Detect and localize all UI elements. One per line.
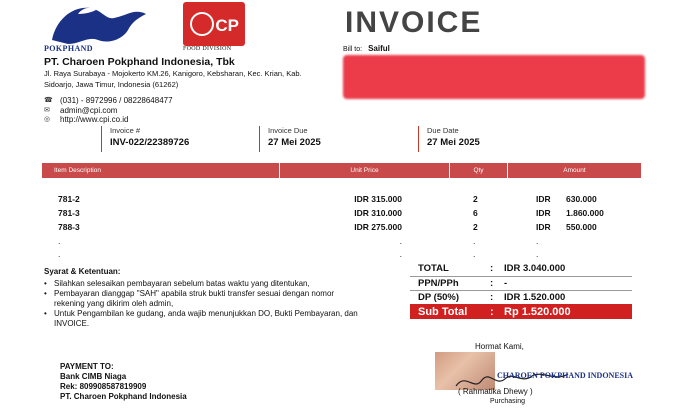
terms-item: • Untuk Pengambilan ke gudang, anda wajib menunjukkan DO, Bukti Pembayaran, dan INVOICE. [44, 309, 364, 329]
signature-role: Purchasing [490, 398, 526, 405]
pokphand-wordmark: POKPHAND [44, 44, 93, 53]
bill-to [343, 44, 390, 53]
payment-section [60, 362, 187, 402]
table-row: 781-3 IDR 310.000 6 IDR 1.860.000 [58, 208, 604, 218]
ppn-row: PPN/PPh : - [418, 278, 508, 289]
dp-row: DP (50%) : IDR 1.520.000 [418, 292, 566, 303]
table-row: . . . . [58, 249, 539, 259]
bill-to-name: Saiful [368, 44, 390, 53]
company-name: PT. Charoen Pokphand Indonesia, Tbk [44, 56, 235, 68]
bill-to-label: Bill to: [343, 46, 363, 53]
payment-heading: PAYMENT TO: [60, 362, 114, 371]
table-row: 781-2 IDR 315.000 2 IDR 630.000 [58, 194, 597, 204]
globe-icon: ◎ [44, 116, 51, 123]
redaction-block [343, 55, 645, 99]
col-unit-price: Unit Price [280, 163, 450, 178]
mail-icon: ✉ [44, 106, 50, 114]
col-amount: Amount [563, 167, 586, 174]
company-address: Jl. Raya Surabaya - Mojokerto KM.26, Kanigoro, Kebsharan, Kec. Krian, Kab. Sidoarjo, Jawa Timur, Indonesia (61262) [44, 69, 302, 89]
due-date: Due Date 27 Mei 2025 [418, 126, 480, 152]
company-contact [44, 96, 173, 125]
subtotal-row: Sub Total : Rp 1.520.000 [410, 304, 632, 319]
signature-name: ( Rahmatika Dhewy ) [458, 387, 533, 396]
terms-item: • Silahkan selesaikan pembayaran sebelum batas waktu yang ditentukan, [44, 279, 364, 289]
col-qty: Qty [450, 163, 508, 178]
col-description: Item Description [42, 163, 280, 178]
terms-heading: Syarat & Ketentuan: [44, 267, 121, 276]
payment-account: Rek: 809908587819909 [60, 382, 147, 391]
terms-item: • Pembayaran dianggap "SAH" apabila struk bukti transfer sesuai dengan nomor rekening yang dikirim oleh admin, [44, 289, 364, 309]
company-email: admin@cpi.com [60, 105, 118, 115]
company-web: http://www.cpi.co.id [60, 115, 129, 124]
terms-section [44, 267, 364, 329]
invoice-due: Invoice Due 27 Mei 2025 [259, 126, 321, 152]
signature-company: CHAROEN POKPHAND INDONESIA [497, 371, 634, 380]
divider [410, 276, 632, 277]
payment-bank: Bank CIMB Niaga [60, 372, 127, 381]
table-header [42, 163, 641, 178]
company-phone: (031) - 8972996 / 08228648477 [60, 96, 173, 105]
divider [410, 290, 632, 291]
table-row: 788-3 IDR 275.000 2 IDR 550.000 [58, 222, 597, 232]
invoice-number: Invoice # INV-022/22389726 [101, 126, 189, 152]
cp-logo: CP FOOD DIVISION [180, 2, 273, 52]
page-title: INVOICE [345, 6, 483, 39]
payment-holder: PT. Charoen Pokphand Indonesia [60, 392, 187, 401]
phone-icon: ☎ [44, 97, 53, 104]
total-row: TOTAL : IDR 3.040.000 [418, 263, 566, 274]
table-row: . . . . [58, 236, 539, 246]
signature-heading: Hormat Kami, [475, 342, 524, 351]
